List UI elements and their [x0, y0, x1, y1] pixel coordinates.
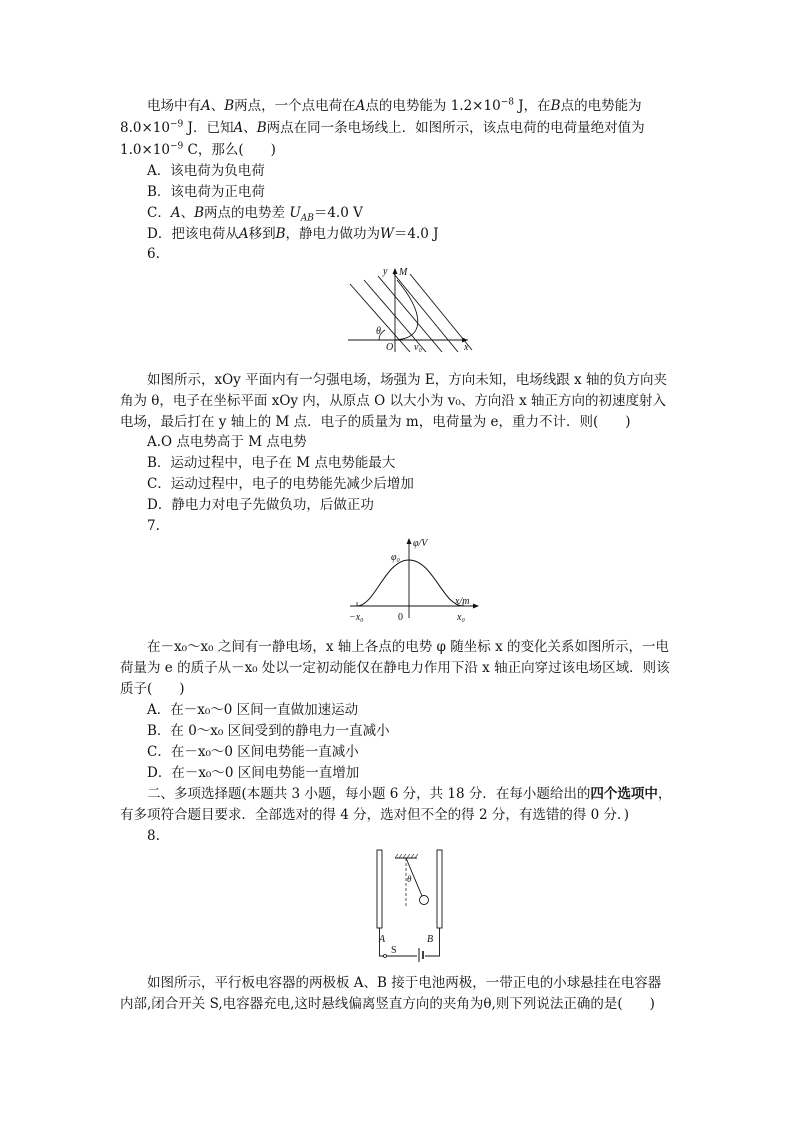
section2-heading-line-2: 有多项符合题目要求．全部选对的得 4 分，选对但不全的得 2 分，有选错的得 0 分．) [120, 807, 630, 823]
q5-text: 移到 [248, 226, 276, 242]
charged-ball [420, 896, 429, 905]
zero-label: 0 [398, 612, 403, 623]
q7-potential-graph [345, 532, 485, 628]
wire-left [380, 928, 418, 956]
q5-text: 两点的电势差 [204, 205, 290, 221]
q5-sep: 、 [180, 205, 195, 221]
plate-b [437, 850, 442, 928]
q7-stem-line-2: 荷量为 e 的质子从－x₀ 处以一定初动能仅在静电力作用下沿 x 轴正向穿过该电场区域．则该 [120, 660, 670, 676]
x-arrow-icon [473, 604, 479, 609]
point-b: B [256, 120, 267, 136]
m-label: M [399, 267, 408, 278]
q5-text: D．把该电荷从 [147, 226, 239, 242]
q5-sep: 、 [210, 98, 225, 114]
q6-number: 6. [147, 246, 160, 262]
symbol-u: U [289, 205, 301, 221]
q8-stem-line-2: 内部,闭合开关 S,电容器充电,这时悬线偏离竖直方向的夹角为θ,则下列说法正确的是( ) [120, 996, 655, 1012]
plate-a-label: A [379, 934, 386, 945]
q5-option-a: A．该电荷为负电荷 [147, 163, 265, 179]
q7-option-c: C．在－x₀～0 区间电势能一直减小 [147, 744, 359, 760]
theta-label: θ [376, 326, 381, 337]
q7-stem-line-1: 在－x₀～x₀ 之间有一静电场，x 轴上各点的电势 φ 随坐标 x 的变化关系如图所示，一电 [147, 639, 669, 655]
field-line [378, 276, 442, 352]
point-a: A [170, 205, 181, 221]
neg-x0-label: −x₀ [349, 612, 364, 623]
q5-stem-line-2 [120, 118, 645, 138]
q5-sep: 、 [243, 120, 257, 136]
q5-option-c [147, 203, 363, 223]
q5-option-b: B．该电荷为正电荷 [147, 184, 265, 200]
q7-number: 7. [147, 518, 160, 534]
q5-text: 点的电势能为 [560, 98, 642, 114]
plate-b-label: B [427, 934, 434, 945]
switch-label: S [391, 945, 397, 956]
q7-option-a: A．在－x₀～0 区间一直做加速运动 [147, 702, 359, 718]
x-label: x [464, 342, 469, 353]
section2-heading-line-1 [147, 784, 671, 804]
q5-text: 1.0×10 [120, 142, 170, 158]
switch-contact [384, 955, 387, 958]
q7-option-d: D．在－x₀～0 区间电势能一直增加 [147, 765, 360, 781]
phi-axis-label: φ/V [413, 538, 428, 549]
origin-label: O [386, 342, 394, 353]
y-arrow-icon [393, 268, 398, 274]
point-a: A [233, 120, 244, 136]
q5-text: 电场中有 [147, 98, 201, 114]
point-b: B [550, 98, 561, 114]
q5-stem-line-3 [120, 140, 276, 160]
q5-text: C． [147, 205, 171, 221]
q6-stem-line-2: 角为 θ，电子在坐标平面 xOy 内，从原点 O 以大小为 v₀、方向沿 x 轴正方向的初速度射入 [120, 393, 666, 409]
q5-text: ，静电力做功为 [285, 226, 380, 242]
q8-stem-line-1: 如图所示，平行板电容器的两极板 A、B 接于电池两极，一带正电的小球悬挂在电容器 [147, 975, 662, 991]
q6-option-a: A.O 点电势高于 M 点电势 [147, 434, 307, 450]
q5-text: J，在 [513, 98, 551, 114]
q5-text: C，那么( ) [183, 142, 276, 158]
point-a: A [201, 98, 211, 114]
q7-option-b: B．在 0～x₀ 区间受到的静电力一直减小 [147, 723, 390, 739]
q6-option-c: C．运动过程中，电子的电势能先减少后增加 [147, 476, 414, 492]
section2-text: 二、多项选择题(本题共 3 小题，每小题 6 分，共 18 分．在每小题给出的 [147, 786, 591, 802]
phi0-label: φ₀ [391, 552, 401, 563]
q6-option-b: B．运动过程中，电子在 M 点电势能最大 [147, 455, 396, 471]
point-a: A [238, 226, 249, 242]
section2-emphasis: 四个选项中 [590, 786, 658, 802]
q6-field-diagram [340, 262, 480, 362]
symbol-w: W [380, 226, 394, 242]
potential-curve [357, 560, 463, 606]
x0-label: x₀ [457, 612, 465, 623]
x-axis-label: x/m [455, 596, 470, 607]
q5-stem-line-1 [147, 96, 642, 116]
y-arrow-icon [407, 538, 412, 544]
field-line [350, 284, 410, 352]
subscript-ab: AB [300, 213, 314, 224]
q6-stem-line-1: 如图所示，xOy 平面内有一匀强电场，场强为 E，方向未知，电场线跟 x 轴的负方向夹 [147, 372, 667, 388]
q5-text: ＝4.0 J [393, 226, 439, 242]
theta-label: θ [407, 874, 412, 884]
q6-option-d: D．静电力对电子先做负功，后做正功 [147, 497, 374, 513]
q5-text: 8.0×10 [120, 120, 170, 136]
q5-text: ＝4.0 V [313, 205, 363, 221]
q7-stem-line-3: 质子( ) [120, 681, 185, 697]
q5-text: J．已知 [183, 120, 234, 136]
ceiling-hatch [395, 854, 418, 858]
q5-text: 两点，一个点电荷在 [234, 98, 356, 114]
point-b: B [275, 226, 286, 242]
y-label: y [383, 266, 388, 277]
exponent: −8 [500, 97, 514, 108]
section2-text: ， [657, 786, 672, 802]
point-b: B [224, 98, 235, 114]
v0-label: v₀ [414, 342, 422, 353]
q8-number: 8. [147, 828, 160, 844]
point-b: B [194, 205, 205, 221]
exponent: −9 [169, 141, 184, 152]
plate-a [377, 850, 382, 928]
q8-capacitor-diagram [365, 846, 465, 962]
q6-stem-line-3: 电场，最后打在 y 轴上的 M 点．电子的质量为 m，电荷量为 e，重力不计．则( ) [120, 414, 631, 430]
exponent: −9 [169, 119, 184, 130]
q5-text: 两点在同一条电场线上．如图所示，该点电荷的电荷量绝对值为 [266, 120, 645, 136]
point-a: A [355, 98, 366, 114]
q5-text: 点的电势能为 1.2×10 [365, 98, 501, 114]
q5-option-d [147, 224, 439, 244]
